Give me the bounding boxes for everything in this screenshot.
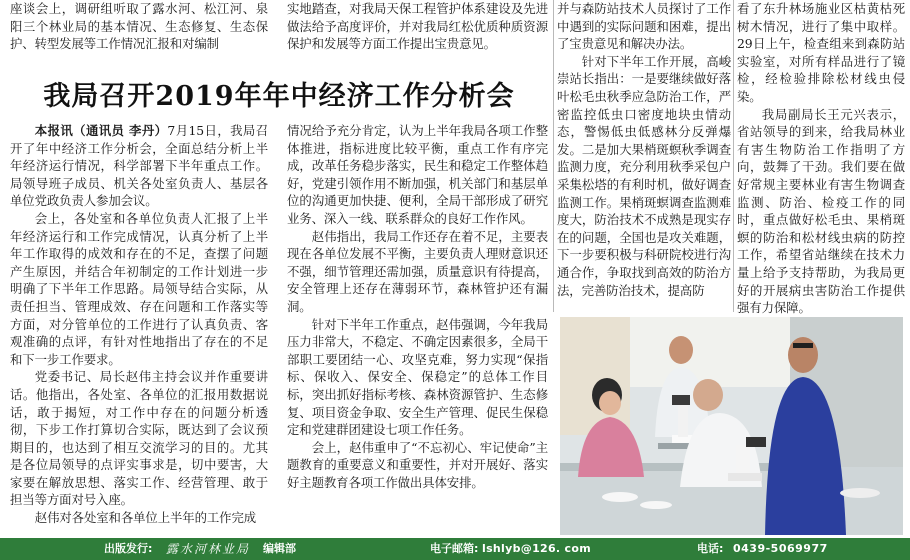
article-col-1 bbox=[10, 122, 268, 527]
publisher-label: 出版发行: bbox=[104, 542, 153, 555]
side-article-col-3 bbox=[557, 0, 731, 299]
article-lead-text: 7月15日，我局召开了年中经济工作分析会，全面总结分析上半年经济运行情况，科学部署下半年重点工作。局领导班子成员、机关各处室负责人、基层各单位党政负责人参加会议。 bbox=[10, 123, 269, 209]
email-label: 电子邮箱: bbox=[430, 542, 479, 555]
prev-article-col-2 bbox=[287, 0, 548, 53]
article-paragraph: 赵伟对各处室和各单位上半年的工作完成 bbox=[34, 510, 257, 526]
footer-bar bbox=[0, 538, 910, 560]
email-address: lshlyb@126. com bbox=[482, 542, 591, 555]
side-article-paragraph: 针对下半年工作开展，高峻崇站长指出：一是要继续做好落叶松毛虫秋季应急防治工作，严密监控低虫口密度地块虫情动态，警惕低虫低感林分反弹爆发。二是加大果梢斑螟秋季调查监测力度，充分利用秋季采包户采集松塔的有利时机，做好调查监测工作。果梢斑螟调查监测难度大，防治技术不成熟是现实存在的问题，全国也是攻关难题，下一步要积极与科研院校进行沟通合作，争取找到高效的防治方法，完善防治技术，提高防 bbox=[557, 53, 731, 298]
lab-photo-illustration bbox=[560, 317, 903, 535]
article-paragraph: 赵伟指出，我局工作还存在着不足，主要表现在各单位发展不平衡，主要负责人理财意识还不强，细节管理还需加强，质量意识有待提高，安全管理上还存在薄弱环节，森林管护还有漏洞。 bbox=[287, 228, 548, 314]
column-divider bbox=[733, 0, 734, 312]
prev-article-col-1 bbox=[10, 0, 268, 53]
prev-article-paragraph: 实地踏查，对我局天保工程管护体系建设及先进做法给予高度评价，并对我局红松优质种质资源保护和发展等方面工作提出宝贵意见。 bbox=[287, 1, 548, 52]
phone-label: 电话: bbox=[697, 542, 724, 555]
article-paragraph: 针对下半年工作重点，赵伟强调，今年我局压力非常大，不稳定、不确定因素很多，全局干部职工要团结一心、攻坚克难，努力实现“保指标、保收入、保安全、保稳定”的总体工作目标，突出抓好指标考核、森林资源管护、生态修复、项目资金争取、安全生产管理、促民生保稳定和党建群团建设七项工作任务。 bbox=[287, 316, 548, 438]
column-divider bbox=[553, 0, 554, 312]
article-lead-paragraph bbox=[10, 122, 268, 210]
publisher-calligraphy: 露水河林业局 bbox=[166, 542, 251, 556]
article-paragraph: 情况给予充分肯定，认为上半年我局各项工作整体推进，指标进度比较平衡，重点工作有序完成，改革任务稳步落实，民生和稳定工作整体趋好，党建引领作用不断加强，机关部门和基层单位的沟通更加快捷、便利，全局干部形成了研究业务、深入一线、联系群众的良好工作作风。 bbox=[287, 123, 548, 226]
side-article-col-4 bbox=[737, 0, 905, 317]
article-paragraph: 会上，各处室和各单位负责人汇报了上半年经济运行和工作完成情况，认真分析了上半年工作取得的成效和存在的不足，查摆了问题产生原因，并结合年初制定的工作计划进一步明确了下半年工作思路。局领导结合实际，从责任担当、管理成效、存在问题和工作落实等方面，对分管单位的工作进行了认真负责、客观准确的点评，有针对性地指出了存在的不足和下一步工作要求。 bbox=[10, 210, 268, 367]
article-byline: 本报讯（通讯员 李丹） bbox=[34, 123, 168, 138]
article-paragraph: 会上，赵伟重申了“不忘初心、牢记使命”主题教育的重要意义和重要性，并对开展好、落实好主题教育各项工作做出具体安排。 bbox=[287, 439, 548, 490]
side-article-paragraph: 我局副局长王元兴表示，省站领导的到来，给我局林业有害生物防治工作指明了方向，鼓舞了干劲。我们要在做好常规主要林业有害生物调查监测、防治、检疫工作的同时，重点做好松毛虫、果梢斑螟的防治和松材线虫病的防控工作，希望省站继续在技术力量上给予支持帮助，为我局更好的开展病虫害防治工作提供强有力保障。 bbox=[737, 106, 905, 316]
article-headline: 我局召开2019年年中经济工作分析会 bbox=[43, 81, 515, 112]
prev-article-paragraph: 座谈会上，调研组听取了露水河、松江河、泉阳三个林业局的基本情况、生态修复、生态保护、转型发展等工作情况汇报和对编制 bbox=[10, 1, 268, 52]
article-photo-lab bbox=[560, 317, 903, 535]
side-article-paragraph: 并与森防站技术人员探讨了工作中遇到的实际问题和困难，提出了宝贵意见和解决办法。 bbox=[557, 1, 731, 52]
article-paragraph: 党委书记、局长赵伟主持会议并作重要讲话。他指出，各处室、各单位的汇报用数据说话，敢于揭短，对工作中存在的问题分析透彻，下步工作打算切合实际，既达到了会议预期目的，也达到了相互交流学习的目的。尤其是各位局领导的点评实事求是，切中要害，大家要在解放思想、落实工作、经营管理、敢于担当等方面对号入座。 bbox=[10, 369, 268, 508]
department-label: 编辑部 bbox=[263, 542, 296, 555]
article-col-2 bbox=[287, 122, 548, 491]
side-article-paragraph: 看了东升林场施业区枯黄枯死树木情况，进行了集中取样。29日上午，检查组来到森防站实验室，对所有样品进行了镜检，经检验排除松材线虫侵染。 bbox=[737, 1, 905, 104]
phone-number: 0439-5069977 bbox=[733, 542, 828, 555]
